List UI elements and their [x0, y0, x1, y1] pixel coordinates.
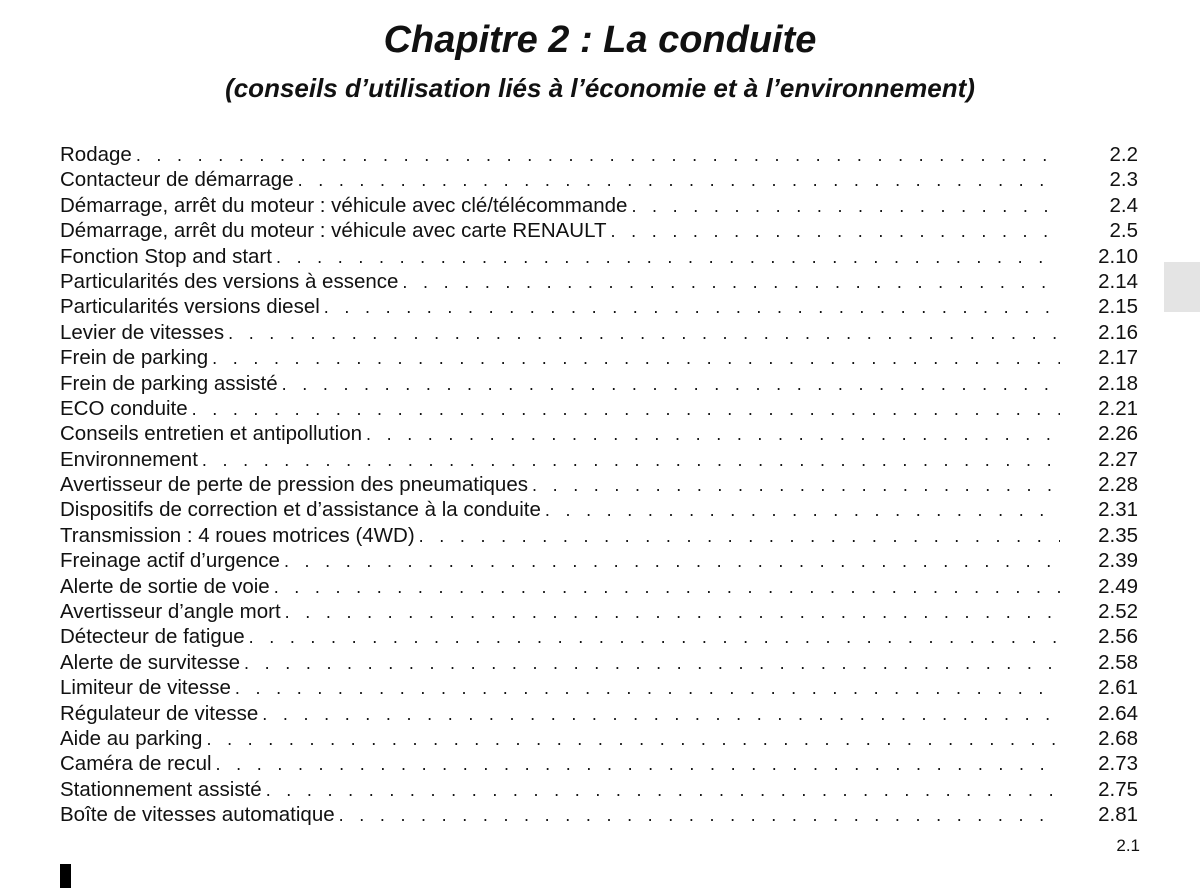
print-crop-mark: [60, 864, 71, 888]
toc-dot-leader: [244, 651, 1060, 676]
toc-entry-label: Régulateur de vitesse: [60, 701, 259, 725]
toc-entry-page: 2.28: [1098, 473, 1138, 497]
toc-entry-label: Freinage actif d’urgence: [60, 549, 280, 573]
toc-entry[interactable]: [60, 650, 1138, 675]
toc-dot-leader: [298, 168, 1060, 193]
toc-dot-leader: [202, 448, 1060, 473]
toc-entry[interactable]: [60, 447, 1138, 472]
toc-entry-label: Boîte de vitesses automatique: [60, 803, 335, 827]
toc-dot-leader: [545, 498, 1060, 523]
chapter-thumb-tab: [1164, 262, 1200, 312]
toc-entry-page: 2.5: [1109, 219, 1138, 243]
toc-entry-label: Avertisseur de perte de pression des pneumatiques: [60, 473, 528, 497]
toc-entry[interactable]: [60, 675, 1138, 700]
toc-dot-leader: [276, 245, 1060, 270]
toc-dot-leader: [611, 219, 1060, 244]
toc-entry-page: 2.52: [1098, 600, 1138, 624]
toc-dot-leader: [228, 321, 1060, 346]
toc-entry-page: 2.3: [1109, 168, 1138, 192]
toc-entry-label: Transmission : 4 roues motrices (4WD): [60, 523, 415, 547]
toc-entry-label: Caméra de recul: [60, 752, 212, 776]
toc-entry[interactable]: [60, 244, 1138, 269]
toc-dot-leader: [274, 575, 1060, 600]
toc-entry-label: Levier de vitesses: [60, 320, 225, 344]
toc-entry[interactable]: [60, 421, 1138, 446]
toc-entry[interactable]: [60, 802, 1138, 827]
toc-entry[interactable]: [60, 218, 1138, 243]
toc-entry-page: 2.49: [1098, 574, 1138, 598]
toc-entry-label: Démarrage, arrêt du moteur : véhicule avec carte RENAULT: [60, 219, 607, 243]
toc-dot-leader: [235, 676, 1060, 701]
toc-dot-leader: [324, 295, 1060, 320]
toc-entry-page: 2.61: [1098, 676, 1138, 700]
toc-dot-leader: [402, 270, 1060, 295]
toc-entry-label: Conseils entretien et antipollution: [60, 422, 362, 446]
toc-entry-label: Contacteur de démarrage: [60, 168, 294, 192]
toc-entry[interactable]: [60, 167, 1138, 192]
toc-entry-page: 2.81: [1098, 803, 1138, 827]
toc-entry-page: 2.73: [1098, 752, 1138, 776]
toc-entry-label: Avertisseur d’angle mort: [60, 600, 281, 624]
toc-entry[interactable]: [60, 294, 1138, 319]
toc-entry[interactable]: [60, 701, 1138, 726]
toc-dot-leader: [284, 549, 1060, 574]
toc-entry-page: 2.64: [1098, 701, 1138, 725]
toc-dot-leader: [366, 422, 1060, 447]
toc-dot-leader: [339, 803, 1060, 828]
toc-entry-label: Rodage: [60, 143, 132, 166]
toc-entry-label: Démarrage, arrêt du moteur : véhicule avec clé/télécommande: [60, 193, 628, 217]
toc-entry[interactable]: [60, 599, 1138, 624]
toc-entry-label: Frein de parking assisté: [60, 371, 278, 395]
toc-dot-leader: [285, 600, 1060, 625]
toc-entry[interactable]: [60, 345, 1138, 370]
toc-entry[interactable]: [60, 777, 1138, 802]
toc-entry[interactable]: [60, 142, 1138, 167]
toc-dot-leader: [249, 625, 1060, 650]
toc-entry[interactable]: [60, 269, 1138, 294]
toc-dot-leader: [419, 524, 1060, 549]
toc-dot-leader: [192, 397, 1060, 422]
toc-dot-leader: [262, 702, 1060, 727]
toc-entry-label: Limiteur de vitesse: [60, 676, 231, 700]
toc-entry-label: Fonction Stop and start: [60, 244, 272, 268]
toc-entry-label: Frein de parking: [60, 346, 209, 370]
toc-entry-page: 2.26: [1098, 422, 1138, 446]
toc-entry-page: 2.18: [1098, 371, 1138, 395]
toc-entry[interactable]: [60, 751, 1138, 776]
toc-entry-page: 2.21: [1098, 396, 1138, 420]
toc-dot-leader: [212, 346, 1060, 371]
toc-entry-page: 2.14: [1098, 269, 1138, 293]
toc-entry-label: Alerte de sortie de voie: [60, 574, 270, 598]
toc-entry-page: 2.10: [1098, 244, 1138, 268]
toc-entry-page: 2.2: [1109, 143, 1138, 166]
toc-entry-page: 2.15: [1098, 295, 1138, 319]
toc-entry-page: 2.39: [1098, 549, 1138, 573]
toc-entry-label: Particularités des versions à essence: [60, 269, 399, 293]
chapter-title: Chapitre 2 : La conduite: [383, 19, 817, 61]
toc-entry[interactable]: [60, 574, 1138, 599]
chapter-subtitle: (conseils d’utilisation liés à l’économie et à l’environnement): [225, 73, 975, 103]
toc-dot-leader: [216, 752, 1060, 777]
toc-entry-label: Alerte de survitesse: [60, 650, 241, 674]
toc-entry-page: 2.16: [1098, 320, 1138, 344]
toc-entry[interactable]: [60, 396, 1138, 421]
toc-dot-leader: [282, 372, 1060, 397]
table-of-contents: [60, 142, 1138, 828]
toc-entry-page: 2.4: [1109, 193, 1138, 217]
toc-entry-page: 2.31: [1098, 498, 1138, 522]
toc-entry-label: ECO conduite: [60, 396, 188, 420]
toc-entry-label: Particularités versions diesel: [60, 295, 320, 319]
toc-dot-leader: [266, 778, 1060, 803]
toc-entry[interactable]: [60, 472, 1138, 497]
toc-entry-page: 2.75: [1098, 777, 1138, 801]
toc-dot-leader: [206, 727, 1060, 752]
toc-entry-page: 2.35: [1098, 523, 1138, 547]
toc-entry-page: 2.68: [1098, 726, 1138, 750]
toc-entry-label: Dispositifs de correction et d’assistance à la conduite: [60, 498, 541, 522]
toc-entry[interactable]: [60, 193, 1138, 218]
toc-entry[interactable]: [60, 371, 1138, 396]
toc-entry[interactable]: [60, 497, 1138, 522]
toc-entry-page: 2.17: [1098, 346, 1138, 370]
page-number: 2.1: [1116, 836, 1140, 855]
toc-entry-label: Détecteur de fatigue: [60, 625, 245, 649]
toc-entry-page: 2.58: [1098, 650, 1138, 674]
toc-entry-label: Stationnement assisté: [60, 777, 262, 801]
toc-dot-leader: [631, 194, 1060, 219]
toc-entry[interactable]: [60, 624, 1138, 649]
toc-entry[interactable]: [60, 548, 1138, 573]
toc-entry-label: Aide au parking: [60, 726, 203, 750]
toc-entry-label: Environnement: [60, 447, 198, 471]
toc-entry[interactable]: [60, 726, 1138, 751]
toc-dot-leader: [136, 143, 1060, 168]
toc-entry-page: 2.56: [1098, 625, 1138, 649]
toc-dot-leader: [532, 473, 1060, 498]
toc-entry-page: 2.27: [1098, 447, 1138, 471]
toc-entry[interactable]: [60, 320, 1138, 345]
toc-entry[interactable]: [60, 523, 1138, 548]
